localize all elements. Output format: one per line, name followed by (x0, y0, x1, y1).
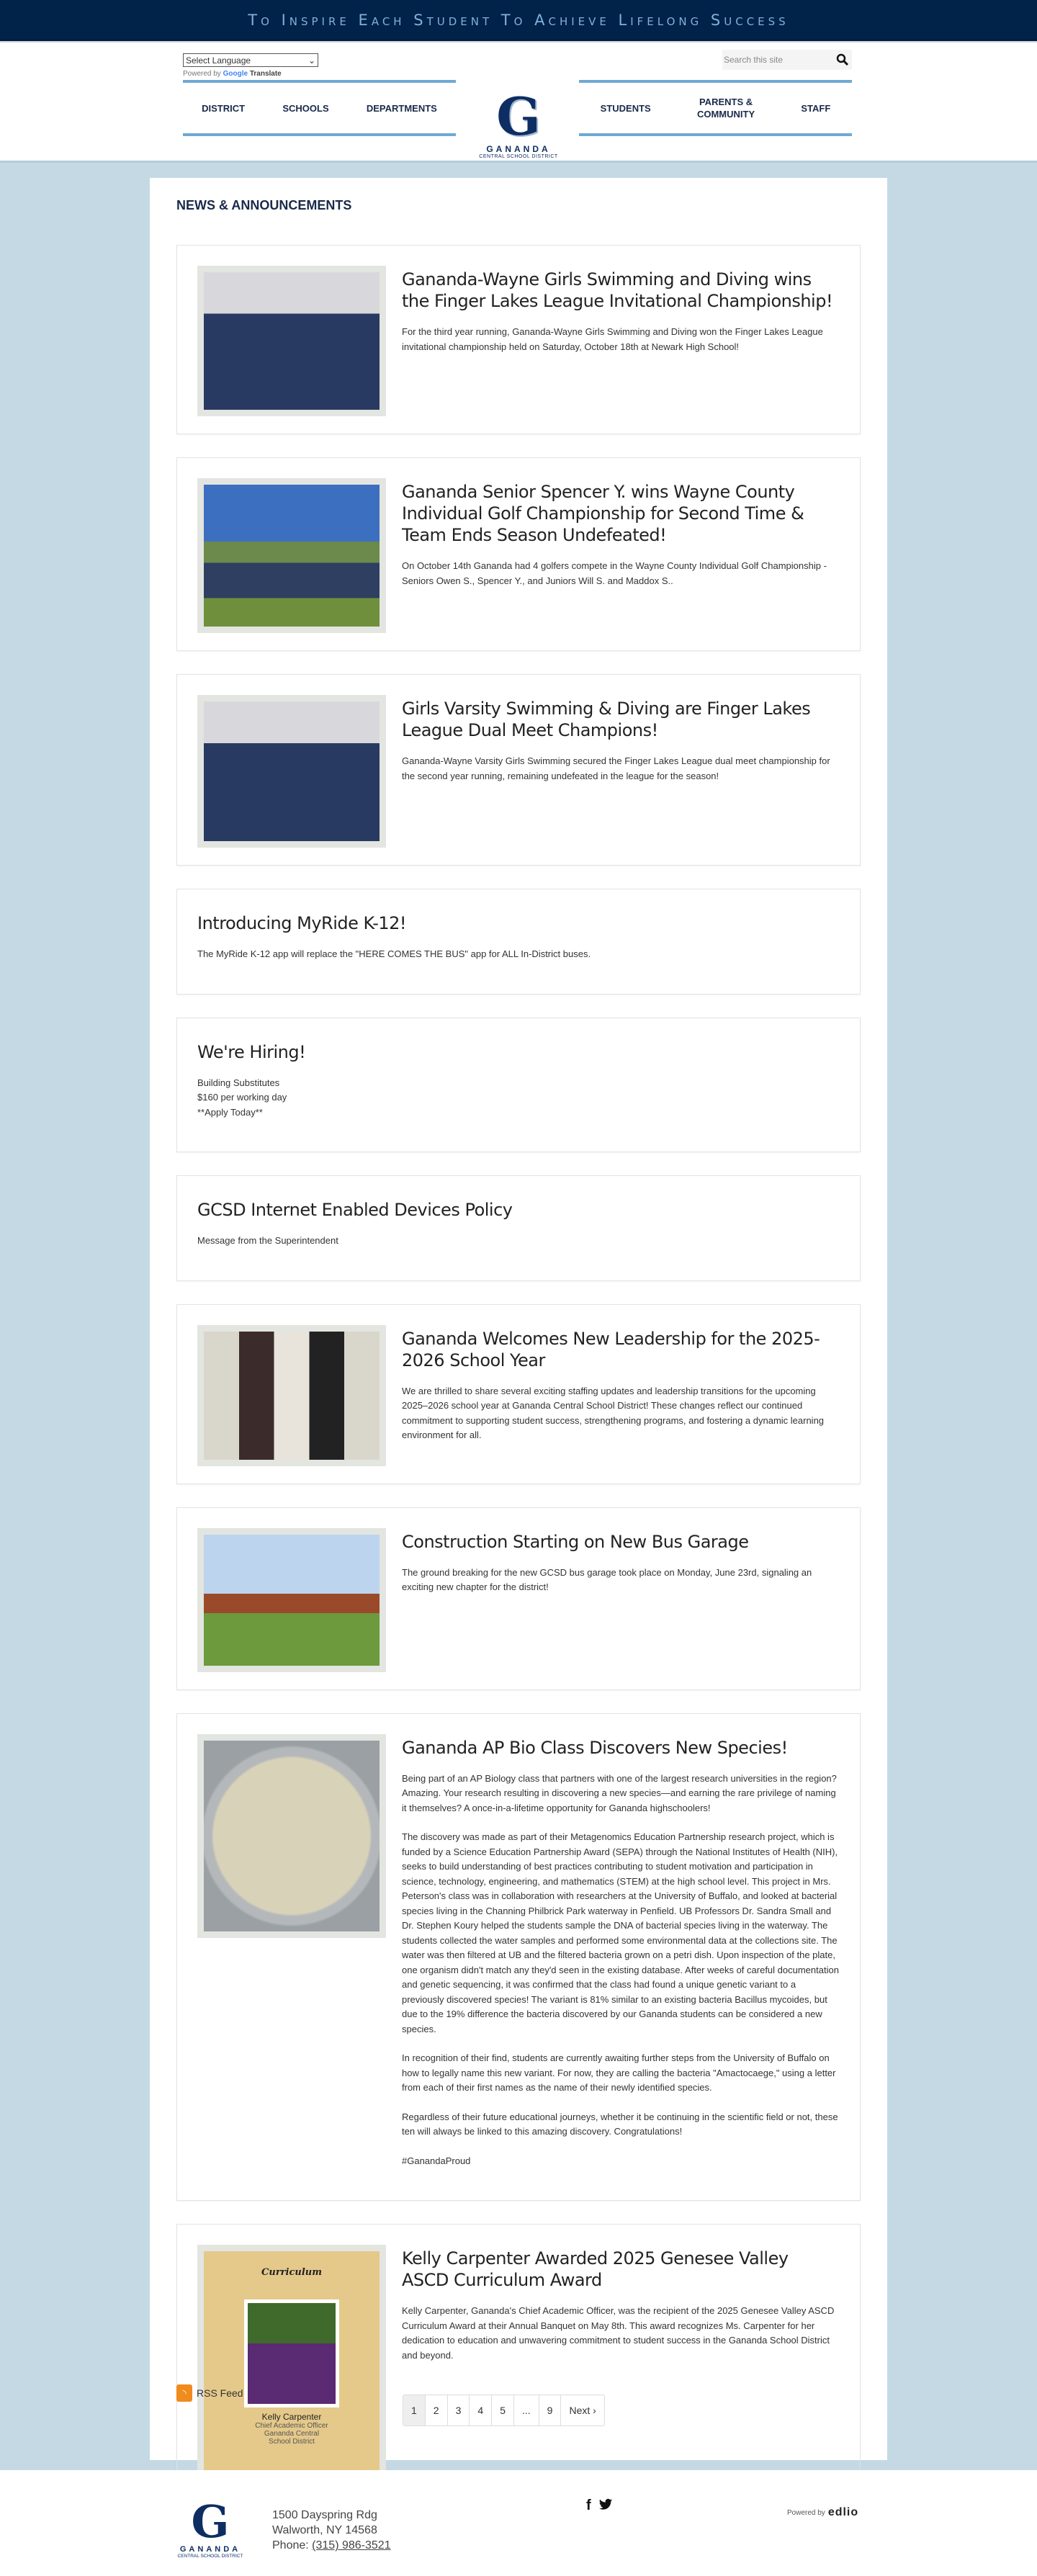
nav-district[interactable]: DISTRICT (202, 102, 246, 114)
news-summary: In recognition of their find, students are currently awaiting further steps from the University of Buffalo on how to legally name this new variant. For now, they are calling the bacteria "Amactocaege," using a letter from each of their first names as the name of their newly identified species. (402, 2052, 836, 2093)
news-card[interactable] (176, 1713, 861, 2202)
facebook-icon[interactable]: f (586, 2498, 591, 2513)
logo-name: GANANDA (486, 144, 551, 154)
news-summary: Message from the Superintendent (197, 1235, 338, 1246)
news-card[interactable] (176, 674, 861, 866)
search-icon[interactable] (836, 53, 849, 66)
rss-feed-link[interactable] (176, 2384, 243, 2402)
motto: To Inspire Each Student To Achieve Lifelong Success (248, 11, 789, 29)
news-title[interactable]: Gananda-Wayne Girls Swimming and Diving wins the Finger Lakes League Invitational Championship! (402, 269, 833, 311)
news-summary: Being part of an AP Biology class that partners with one of the largest research universities in the region? Amazing. Your research resulting in discovering a new species—and earning the rare privilege of naming it themselves? A once-in-a-lifetime opportunity for Gananda highschoolers! (402, 1772, 837, 1813)
news-summary: For the third year running, Gananda-Wayne Girls Swimming and Diving won the Finger Lakes League invitational championship held on Saturday, October 18th at Newark High School! (402, 326, 823, 352)
team-photo[interactable] (197, 695, 386, 848)
logo-name: GANANDA (179, 2545, 241, 2554)
portrait (244, 2299, 339, 2407)
news-title[interactable]: Gananda Welcomes New Leadership for the 2025-2026 School Year (402, 1328, 820, 1370)
nav-departments[interactable]: DEPARTMENTS (366, 102, 437, 114)
news-card[interactable] (176, 457, 861, 651)
footer-address (272, 2508, 391, 2553)
news-title[interactable]: Introducing MyRide K-12! (197, 913, 407, 933)
phone-link[interactable]: (315) 986-3521 (312, 2539, 391, 2552)
news-card[interactable] (176, 1304, 861, 1484)
petri-dish-photo[interactable] (197, 1734, 386, 1938)
news-summary: The MyRide K-12 app will replace the "HERE COMES THE BUS" app for ALL In-District buses. (197, 948, 591, 959)
google-logo: Google (223, 70, 248, 78)
nav-schools[interactable]: SCHOOLS (282, 102, 329, 114)
twitter-icon[interactable] (598, 2498, 613, 2512)
news-card[interactable] (176, 1507, 861, 1690)
rss-icon: ◝ (176, 2384, 192, 2402)
footer-logo[interactable] (167, 2495, 253, 2559)
news-title[interactable]: GCSD Internet Enabled Devices Policy (197, 1200, 513, 1220)
award-name: Kelly Carpenter (261, 2412, 322, 2422)
page-button[interactable]: 4 (470, 2395, 492, 2425)
news-card[interactable] (176, 1018, 861, 1153)
translate-link[interactable]: Translate (249, 70, 282, 78)
logo-letter: G (191, 2495, 230, 2548)
logo-subtitle: CENTRAL SCHOOL DISTRICT (177, 2554, 243, 2559)
page-button[interactable]: 3 (448, 2395, 470, 2425)
news-title[interactable]: We're Hiring! (197, 1041, 306, 1062)
news-summary: Kelly Carpenter, Gananda's Chief Academic Officer, was the recipient of the 2025 Genesee Valley ASCD Curriculum Award at their Annual Banquet on May 8th. This award recognizes Ms. Carpenter for her dedication to education and unwavering commitment to student success in the Gananda School District and beyond. (402, 2305, 835, 2361)
golf-photo[interactable] (197, 478, 386, 633)
news-summary: Gananda-Wayne Varsity Girls Swimming secured the Finger Lakes League dual meet championship for the second year running, remaining undefeated in the league for the season! (402, 755, 830, 781)
news-summary: Building Substitutes $160 per working day **Apply Today** (197, 1077, 287, 1118)
nav-staff[interactable]: STAFF (801, 102, 831, 114)
news-summary: On October 14th Gananda had 4 golfers compete in the Wayne County Individual Golf Championship - Seniors Owen S., Spencer Y., and Juniors Will S. and Maddox S.. (402, 560, 827, 586)
site-header (0, 42, 1037, 163)
pagination-ellipsis: ... (514, 2395, 539, 2425)
rss-label: RSS Feed (197, 2387, 243, 2399)
news-card[interactable] (176, 889, 861, 995)
motto-banner (0, 0, 1037, 41)
news-list (176, 245, 861, 2523)
phone-label: Phone: (272, 2539, 309, 2552)
news-summary: #GanandaProud (402, 2155, 471, 2166)
district-logo[interactable] (472, 86, 565, 159)
staff-photo[interactable] (197, 1325, 386, 1466)
award-org: Gananda Central School District (264, 2430, 320, 2446)
search-input[interactable] (722, 50, 852, 70)
page-title: NEWS & ANNOUNCEMENTS (176, 198, 352, 212)
page-button[interactable]: 2 (426, 2395, 448, 2425)
news-title[interactable]: Gananda Senior Spencer Y. wins Wayne County Individual Golf Championship for Second Time & Team Ends Season Undefeated! (402, 482, 804, 545)
chevron-down-icon: ⌄ (307, 55, 315, 66)
logo-subtitle: CENTRAL SCHOOL DISTRICT (479, 154, 558, 159)
news-card[interactable] (176, 1175, 861, 1281)
nav-parents-community[interactable]: PARENTS & COMMUNITY (696, 97, 755, 120)
powered-by-label: Powered by (183, 70, 221, 78)
award-heading: Curriculum (261, 2267, 322, 2278)
page-button[interactable]: 1 (403, 2395, 426, 2425)
page-button[interactable]: 9 (539, 2395, 562, 2425)
news-summary: Regardless of their future educational journeys, whether it be continuing in the scientific field or not, these ten will always be linked to this amazing discovery. Congratulations! (402, 2111, 838, 2137)
news-title[interactable]: Construction Starting on New Bus Garage (402, 1531, 749, 1552)
social-links (586, 2498, 613, 2514)
news-summary: The discovery was made as part of their Metagenomics Education Partnership research project, which is funded by a Science Education Partnership Award (SEPA) through the National Institutes of Health (NIH), seeks to build understanding of best practices contributing to student motivation and participation in science, technology, engineering, and mathematics (STEM) at the high school level. This project in Mrs. Peterson's class was in collaboration with researchers at the University of Buffalo, and looked at bacterial species living in the Channing Philbrick Park waterway in Penfield. UB Professors Dr. Sandra Small and Dr. Stephen Koury helped the students sample the DNA of bacterial species living in the waterway. The students collected the water samples and performed some environmental data at the collections site. The water was then filtered at UB and the filtered bacteria grown on a petri dish. Upon inspection of the plate, one organism didn't match any they'd seen in the existing database. After weeks of careful documentation and genetic sequencing, it was confirmed that the class had found a unique genetic variant to a previously discovered species! The variant is 81% similar to an existing bacteria Bacillus mycoides, but due to the 19% difference the bacteria discovered by our Gananda students can be considered a new species. (402, 1831, 839, 2034)
logo-letter: G (496, 86, 541, 147)
powered-by-edlio[interactable] (787, 2506, 858, 2519)
address-line-2: Walworth, NY 14568 (272, 2524, 377, 2536)
google-translate-credit (183, 70, 282, 78)
page-button[interactable]: 5 (492, 2395, 514, 2425)
nav-left (183, 80, 456, 136)
team-photo[interactable] (197, 266, 386, 416)
news-card[interactable] (176, 245, 861, 434)
news-title[interactable]: Kelly Carpenter Awarded 2025 Genesee Valley ASCD Curriculum Award (402, 2248, 789, 2290)
news-title[interactable]: Gananda AP Bio Class Discovers New Species! (402, 1737, 788, 1758)
search-placeholder: Search this site (724, 55, 784, 65)
news-summary: We are thrilled to share several exciting staffing updates and leadership transitions for the upcoming 2025–2026 school year at Gananda Central School District! These changes reflect our continued commitment to supporting student success, strengthening programs, and fostering a dynamic learning environment for all. (402, 1385, 825, 1440)
nav-students[interactable]: STUDENTS (600, 102, 651, 114)
address-line-1: 1500 Dayspring Rdg (272, 2509, 377, 2521)
news-card[interactable] (176, 2224, 861, 2500)
nav-right (579, 80, 852, 136)
construction-photo[interactable] (197, 1528, 386, 1672)
award-photo[interactable] (197, 2245, 386, 2482)
site-footer (0, 2470, 1037, 2576)
news-summary: The ground breaking for the new GCSD bus garage took place on Monday, June 23rd, signaling an exciting new chapter for the district! (402, 1566, 812, 1592)
news-title[interactable]: Girls Varsity Swimming & Diving are Finger Lakes League Dual Meet Champions! (402, 699, 811, 740)
language-select[interactable] (183, 53, 318, 67)
language-select-value: Select Language (186, 55, 251, 66)
pagination (403, 2395, 605, 2426)
main-content (150, 178, 887, 2460)
powered-by-label: Powered by (787, 2508, 825, 2517)
next-page-button[interactable]: Next › (569, 2405, 596, 2416)
edlio-logo: edlio (827, 2506, 859, 2518)
award-role: Chief Academic Officer (255, 2422, 328, 2430)
